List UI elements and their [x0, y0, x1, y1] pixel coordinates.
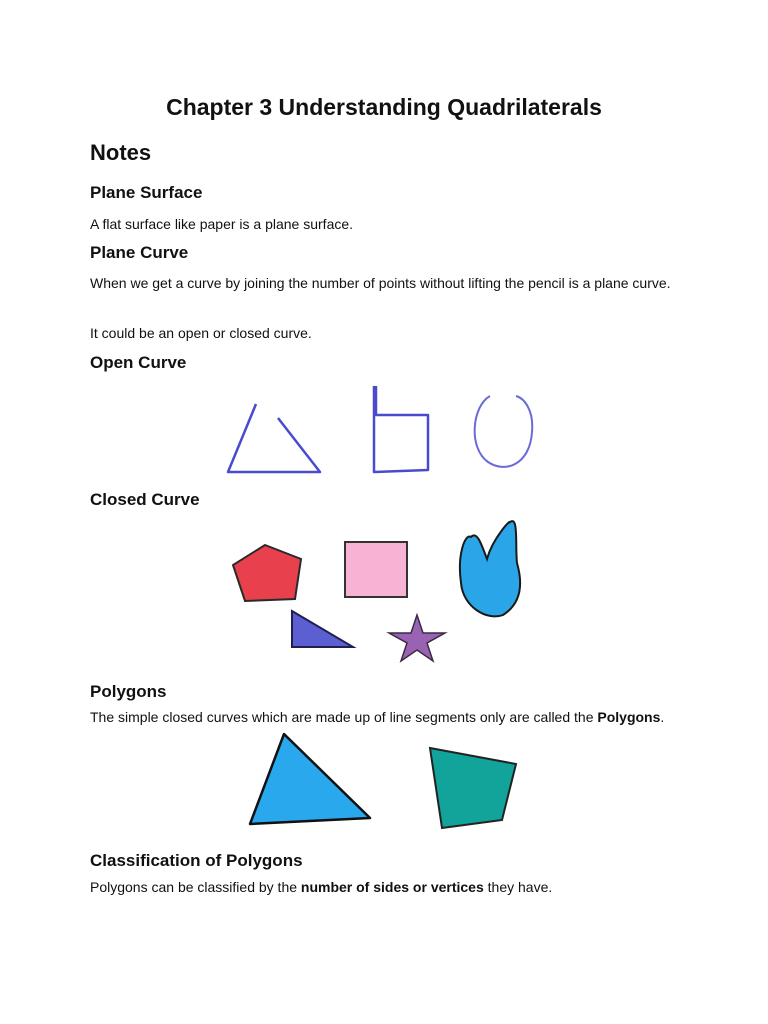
plane-curve-text-2: It could be an open or closed curve.	[90, 325, 312, 341]
classification-text: Polygons can be classified by the number of sides or vertices they have.	[90, 879, 553, 895]
star-shape	[389, 615, 445, 661]
polygons-text: The simple closed curves which are made up of line segments only are called the Polygons.	[90, 709, 665, 725]
polygon-triangle-shape	[250, 734, 370, 824]
closed-curve-figures	[225, 515, 525, 670]
plane-curve-text: When we get a curve by joining the number of points without lifting the pencil is a plane curve.	[90, 275, 671, 291]
open-curve-figures	[220, 380, 550, 480]
blob-shape	[460, 521, 520, 616]
plane-curve-heading: Plane Curve	[90, 243, 189, 262]
right-triangle-shape	[292, 611, 353, 647]
notes-heading: Notes	[90, 140, 152, 165]
pentagon-shape	[233, 545, 301, 601]
open-oval-shape	[475, 396, 533, 467]
closed-curve-heading: Closed Curve	[90, 490, 200, 509]
polygons-heading: Polygons	[90, 682, 167, 701]
classification-heading: Classification of Polygons	[90, 851, 303, 870]
polygons-bold-term: Polygons	[597, 709, 661, 725]
polygon-figures	[240, 728, 530, 833]
open-triangle-shape	[228, 404, 320, 472]
square-shape	[345, 542, 407, 597]
plane-surface-text: A flat surface like paper is a plane surface.	[90, 216, 354, 232]
plane-surface-heading: Plane Surface	[90, 183, 203, 202]
page-title: Chapter 3 Understanding Quadrilaterals	[166, 94, 602, 120]
classification-bold-term: number of sides or vertices	[300, 879, 484, 895]
polygon-quadrilateral-shape	[430, 748, 516, 828]
open-curve-heading: Open Curve	[90, 353, 187, 372]
open-l-shape	[374, 386, 428, 472]
